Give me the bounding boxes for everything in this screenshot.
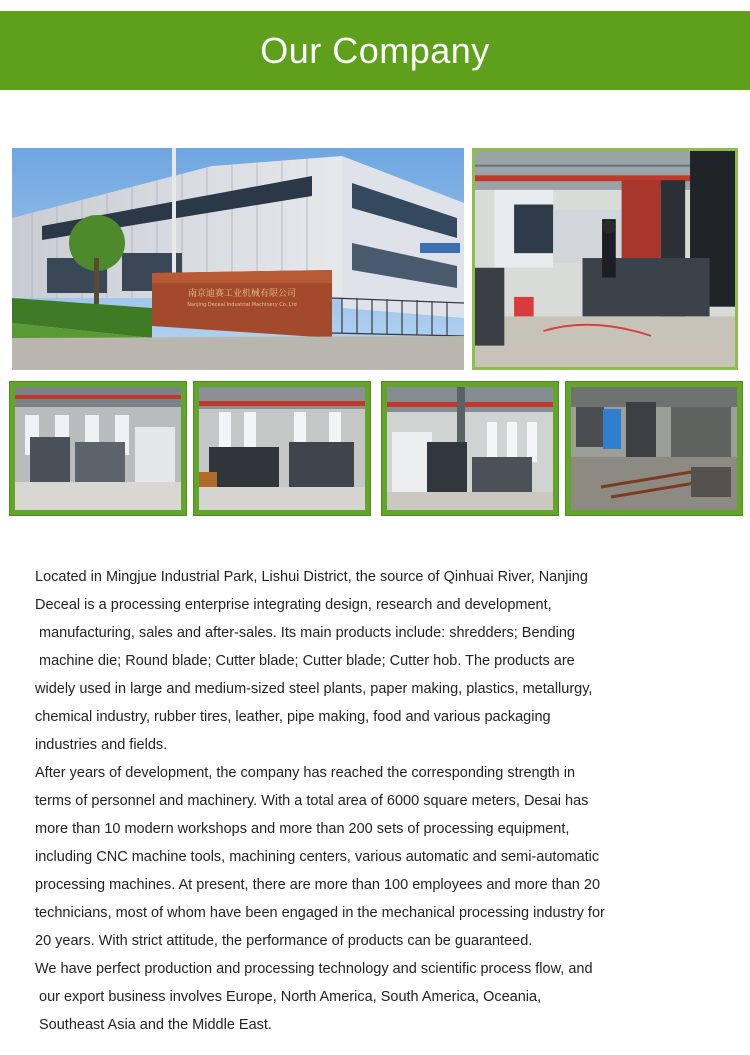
description-line: terms of personnel and machinery. With a total area of 6000 square meters, Desai has	[35, 793, 589, 809]
description-line: After years of development, the company has reached the corresponding strength in	[35, 765, 576, 781]
description-line: We have perfect production and processing technology and scientific process flow, and	[35, 961, 593, 977]
description-line: Southeast Asia and the Middle East.	[39, 1017, 272, 1033]
workshop-thumb-4	[566, 382, 742, 515]
description-line: our export business involves Europe, North America, South America, Oceania,	[39, 989, 542, 1005]
description-line: 20 years. With strict attitude, the performance of products can be guaranteed.	[35, 933, 533, 949]
factory-sign-text: 南京迪赛工业机械有限公司	[187, 289, 297, 299]
description-line: machine die; Round blade; Cutter blade; Cutter blade; Cutter hob. The products are	[39, 653, 575, 669]
description-line: industries and fields.	[35, 737, 168, 753]
workshop-thumb-3	[382, 382, 558, 515]
factory-sign-subtext: Nanjing Deceal Industrial Machinery Co.,Ltd	[187, 302, 297, 308]
description-line: including CNC machine tools, machining centers, various automatic and semi-automatic	[35, 849, 600, 865]
workshop-thumb-1	[10, 382, 186, 515]
company-description	[35, 563, 685, 1039]
description-line: more than 10 modern workshops and more than 200 sets of processing equipment,	[35, 821, 570, 837]
description-line: chemical industry, rubber tires, leather, pipe making, food and various packaging	[35, 709, 551, 725]
workshop-interior-photo	[472, 148, 738, 370]
description-line: widely used in large and medium-sized steel plants, paper making, plastics, metallurgy,	[35, 681, 593, 697]
description-line: processing machines. At present, there are more than 100 employees and more than 20	[35, 877, 601, 893]
factory-exterior-photo	[12, 148, 464, 370]
workshop-thumb-2	[194, 382, 370, 515]
description-line: Deceal is a processing enterprise integrating design, research and development,	[35, 597, 552, 613]
description-line: technicians, most of whom have been engaged in the mechanical processing industry for	[35, 905, 605, 921]
description-line: Located in Mingjue Industrial Park, Lishui District, the source of Qinhuai River, Nanjing	[35, 569, 588, 585]
description-line: manufacturing, sales and after-sales. Its main products include: shredders; Bending	[39, 625, 575, 641]
page-title: Our Company	[260, 29, 490, 71]
header-band	[0, 11, 750, 90]
